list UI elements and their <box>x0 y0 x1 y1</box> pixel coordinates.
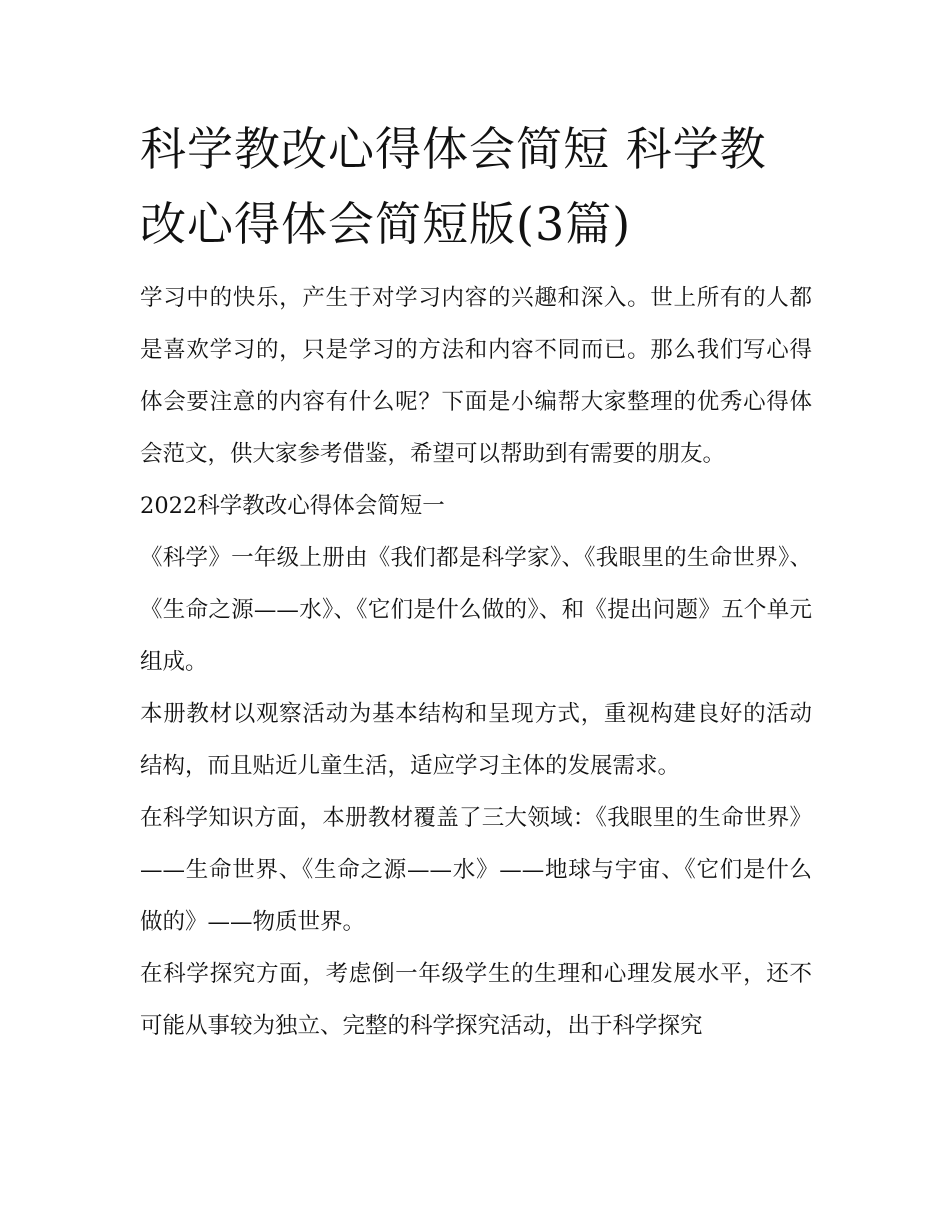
document-title: 科学教改心得体会简短 科学教改心得体会简短版(3篇) <box>140 122 767 251</box>
document-page <box>140 112 812 1052</box>
body-paragraph: 《科学》一年级上册由《我们都是科学家》、《我眼里的生命世界》、《生命之源——水》、《它们是什么做的》、和《提出问题》五个单元组成。 <box>140 545 812 675</box>
body-paragraph: 在科学探究方面，考虑倒一年级学生的生理和心理发展水平，还不可能从事较为独立、完整的科学探究活动，出于科学探究 <box>140 961 812 1039</box>
body-paragraph: 在科学知识方面，本册教材覆盖了三大领域：《我眼里的生命世界》——生命世界、《生命之源——水》——地球与宇宙、《它们是什么做的》——物质世界。 <box>140 805 812 935</box>
section-heading: 2022科学教改心得体会简短一 <box>140 493 445 519</box>
body-paragraph: 本册教材以观察活动为基本结构和呈现方式，重视构建良好的活动结构，而且贴近儿童生活，适应学习主体的发展需求。 <box>140 701 812 779</box>
intro-paragraph: 学习中的快乐，产生于对学习内容的兴趣和深入。世上所有的人都是喜欢学习的，只是学习的方法和内容不同而已。那么我们写心得体会要注意的内容有什么呢？下面是小编帮大家整理的优秀心得体会范文，供大家参考借鉴，希望可以帮助到有需要的朋友。 <box>140 285 812 467</box>
